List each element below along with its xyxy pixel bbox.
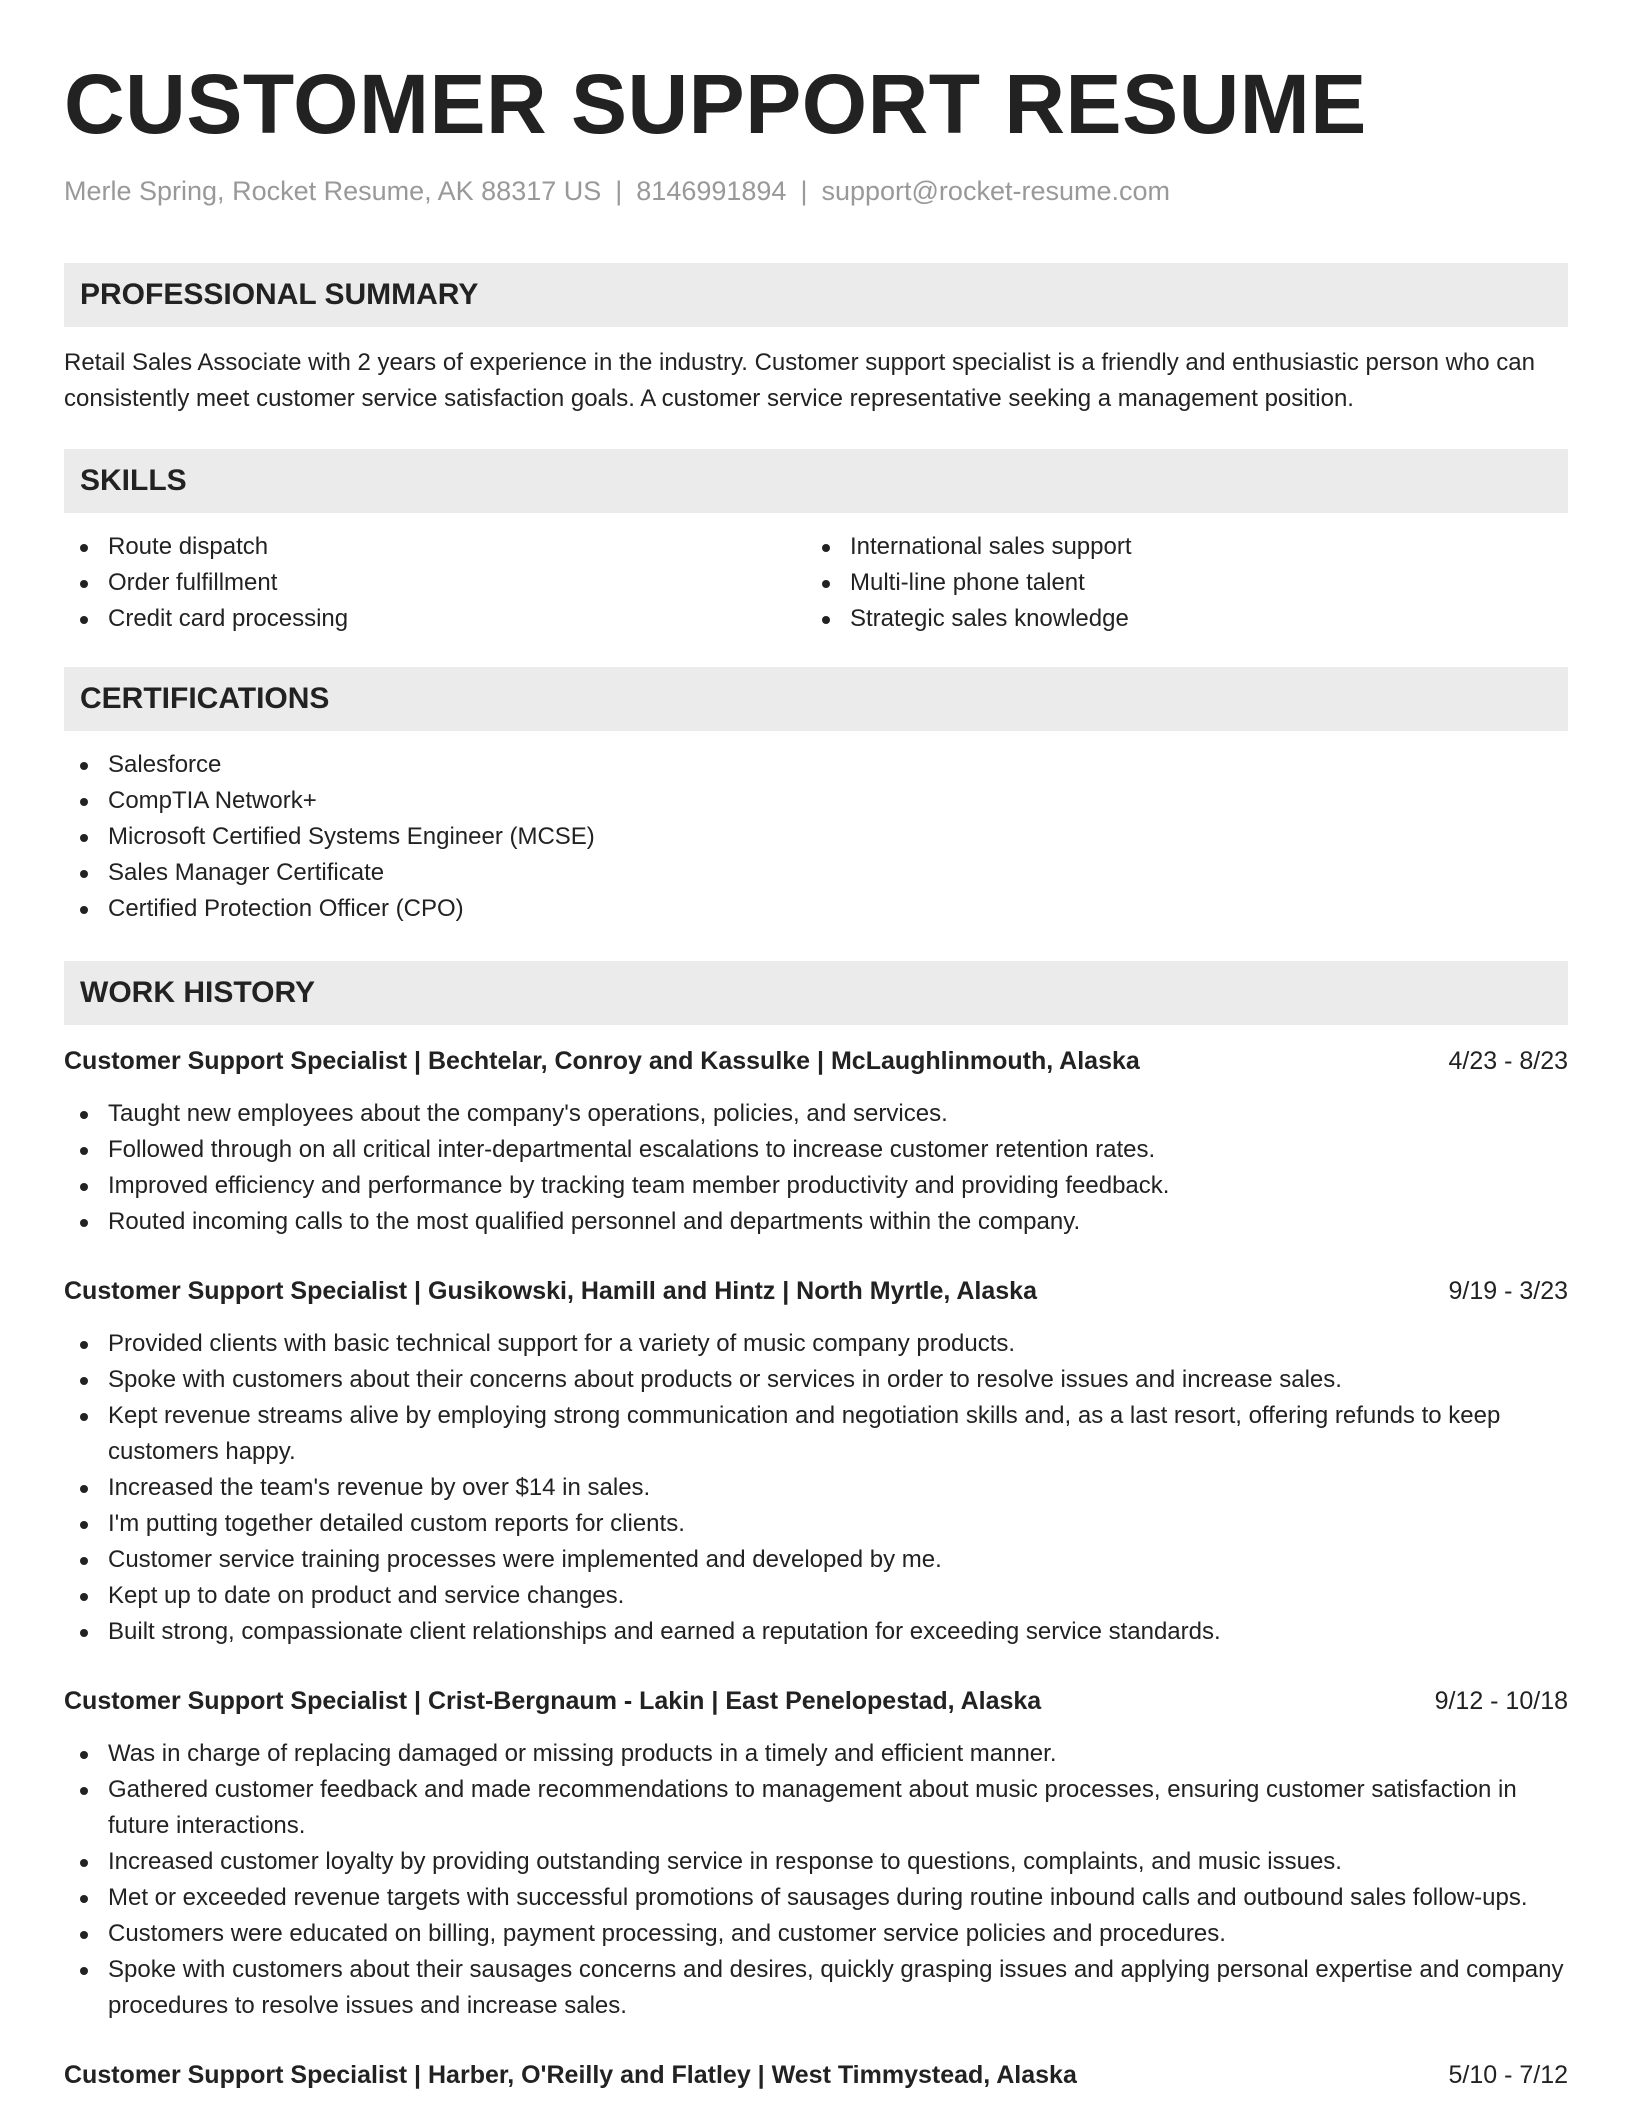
list-item: Route dispatch <box>64 529 806 565</box>
list-item: Order fulfillment <box>64 565 806 601</box>
list-item: Gathered customer feedback and made recommendations to management about music processes, ensuring customer satisfaction in future interactions. <box>64 1772 1568 1844</box>
list-item: Was in charge of replacing damaged or missing products in a timely and efficient manner. <box>64 1736 1568 1772</box>
list-item: I'm putting together detailed custom reports for clients. <box>64 1506 1568 1542</box>
list-item: Customers were educated on billing, payment processing, and customer service policies and procedures. <box>64 1916 1568 1952</box>
resume-page <box>64 0 1568 2093</box>
list-item: Provided clients with basic technical support for a variety of music company products. <box>64 1326 1568 1362</box>
list-item: Multi-line phone talent <box>806 565 1548 601</box>
job-title: Customer Support Specialist | Crist-Bergnaum - Lakin | East Penelopestad, Alaska <box>64 1687 1042 1715</box>
job-entry <box>64 1273 1568 1650</box>
resume-title: CUSTOMER SUPPORT RESUME <box>64 57 1367 151</box>
job-title: Customer Support Specialist | Harber, O'Reilly and Flatley | West Timmystead, Alaska <box>64 2061 1077 2089</box>
job-dates: 5/10 - 7/12 <box>1448 2061 1568 2089</box>
list-item: Spoke with customers about their sausages concerns and desires, quickly grasping issues and applying personal expertise and company procedures to resolve issues and increase sales. <box>64 1952 1568 2024</box>
list-item: Routed incoming calls to the most qualified personnel and departments within the company. <box>64 1204 1568 1240</box>
section-header-work-history: WORK HISTORY <box>64 961 1568 1025</box>
job-entry <box>64 2057 1568 2093</box>
contact-phone: 8146991894 <box>636 176 787 206</box>
list-item: Microsoft Certified Systems Engineer (MCSE) <box>64 819 1568 855</box>
section-header-certifications: CERTIFICATIONS <box>64 667 1568 731</box>
job-bullets <box>64 1096 1568 1240</box>
job-bullets <box>64 1326 1568 1650</box>
list-item: Improved efficiency and performance by tracking team member productivity and providing feedback. <box>64 1168 1568 1204</box>
list-item: Spoke with customers about their concerns about products or services in order to resolve issues and increase sales. <box>64 1362 1568 1398</box>
job-header <box>64 1043 1568 1079</box>
summary-text: Retail Sales Associate with 2 years of experience in the industry. Customer support specialist is a friendly and enthusiastic person who can consistently meet customer service satisfaction goals. A customer service representative seeking a management position. <box>64 349 1535 412</box>
list-item: Certified Protection Officer (CPO) <box>64 891 1568 927</box>
list-item: Sales Manager Certificate <box>64 855 1568 891</box>
list-item: Strategic sales knowledge <box>806 601 1548 637</box>
contact-address: Merle Spring, Rocket Resume, AK 88317 US <box>64 176 602 206</box>
list-item: Credit card processing <box>64 601 806 637</box>
list-item: Customer service training processes were implemented and developed by me. <box>64 1542 1568 1578</box>
list-item: Kept revenue streams alive by employing strong communication and negotiation skills and, as a last resort, offering refunds to keep customers happy. <box>64 1398 1568 1470</box>
job-entry <box>64 1683 1568 2024</box>
list-item: Kept up to date on product and service changes. <box>64 1578 1568 1614</box>
list-item: Met or exceeded revenue targets with successful promotions of sausages during routine inbound calls and outbound sales follow-ups. <box>64 1880 1568 1916</box>
job-bullets <box>64 1736 1568 2024</box>
job-title: Customer Support Specialist | Bechtelar, Conroy and Kassulke | McLaughlinmouth, Alaska <box>64 1047 1140 1075</box>
contact-separator: | <box>615 176 623 206</box>
skills-column-left <box>64 529 806 637</box>
job-header <box>64 1273 1568 1309</box>
list-item: Increased the team's revenue by over $14 in sales. <box>64 1470 1568 1506</box>
section-header-skills: SKILLS <box>64 449 1568 513</box>
job-title: Customer Support Specialist | Gusikowski, Hamill and Hintz | North Myrtle, Alaska <box>64 1277 1037 1305</box>
job-header <box>64 2057 1568 2093</box>
list-item: Followed through on all critical inter-departmental escalations to increase customer retention rates. <box>64 1132 1568 1168</box>
contact-separator: | <box>800 176 808 206</box>
list-item: Built strong, compassionate client relationships and earned a reputation for exceeding service standards. <box>64 1614 1568 1650</box>
skills-column-right <box>806 529 1548 637</box>
contact-line <box>64 174 1568 208</box>
skills-list <box>64 529 1568 637</box>
contact-email: support@rocket-resume.com <box>821 176 1170 206</box>
list-item: Taught new employees about the company's operations, policies, and services. <box>64 1096 1568 1132</box>
job-header <box>64 1683 1568 1719</box>
section-header-summary: PROFESSIONAL SUMMARY <box>64 263 1568 327</box>
job-dates: 4/23 - 8/23 <box>1448 1047 1568 1075</box>
list-item: CompTIA Network+ <box>64 783 1568 819</box>
job-entry <box>64 1043 1568 1240</box>
job-dates: 9/19 - 3/23 <box>1448 1277 1568 1305</box>
job-dates: 9/12 - 10/18 <box>1434 1687 1568 1715</box>
certifications-list <box>64 747 1568 927</box>
list-item: Salesforce <box>64 747 1568 783</box>
list-item: Increased customer loyalty by providing outstanding service in response to questions, complaints, and music issues. <box>64 1844 1568 1880</box>
list-item: International sales support <box>806 529 1548 565</box>
